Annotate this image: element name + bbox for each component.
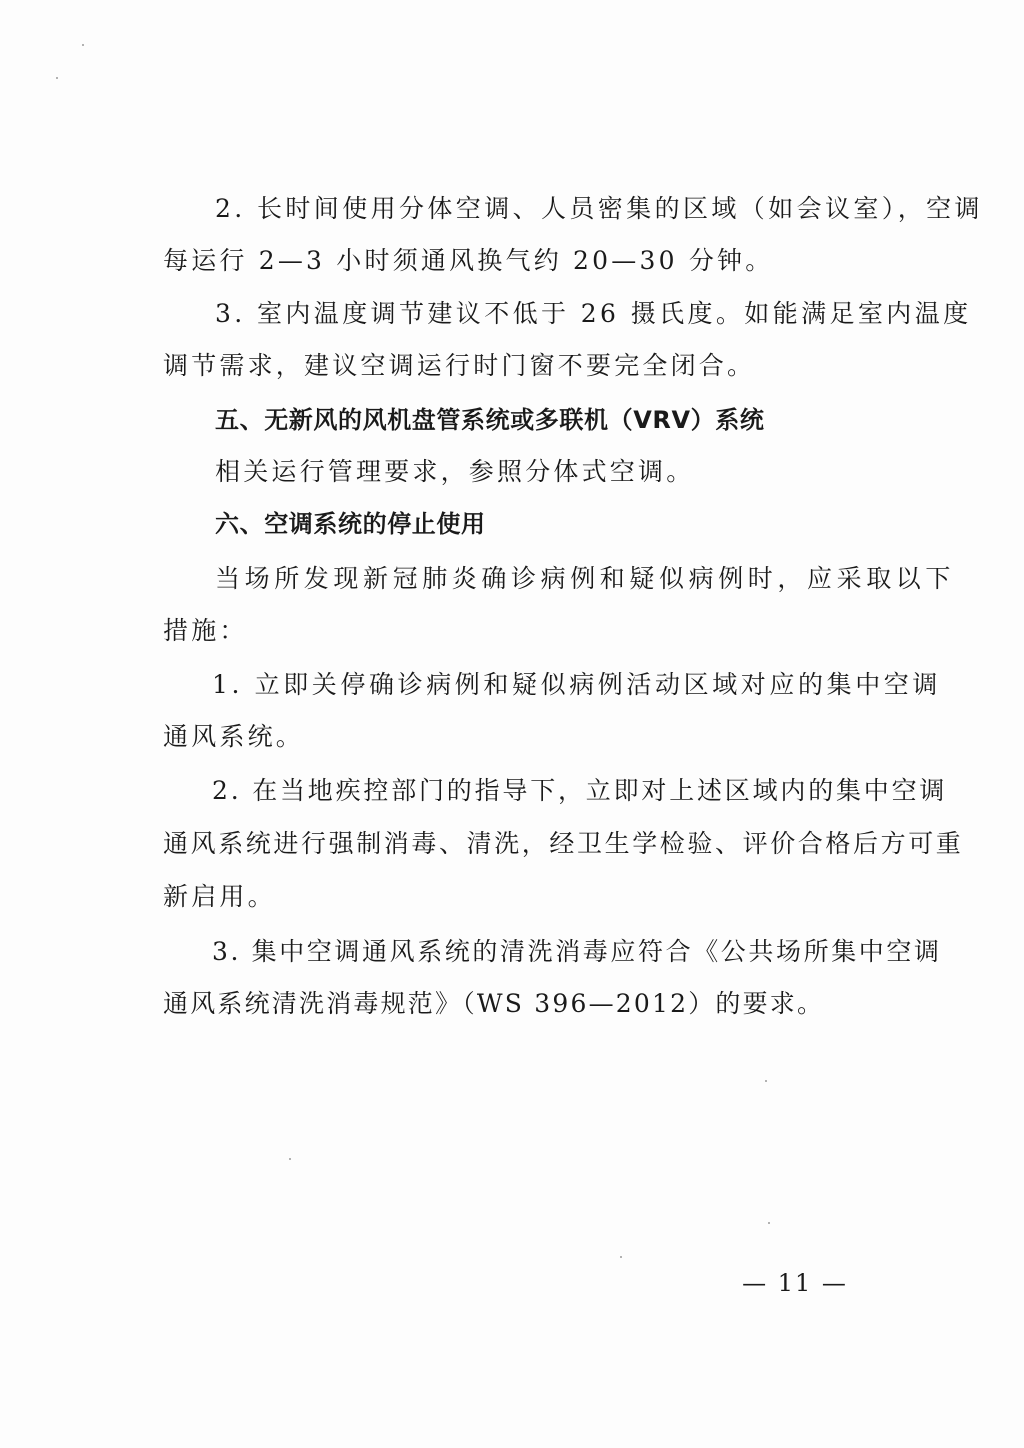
paragraph-line: 3. 集中空调通风系统的清洗消毒应符合《公共场所集中空调 [212, 937, 942, 966]
scan-speck [765, 1080, 767, 1082]
section-heading: 六、空调系统的停止使用 [215, 510, 486, 538]
paragraph-line: 3. 室内温度调节建议不低于 26 摄氏度。如能满足室内温度 [215, 299, 972, 328]
paragraph-line: 新启用。 [163, 882, 276, 911]
scan-speck [289, 1158, 291, 1160]
paragraph-line: 通风系统进行强制消毒、清洗，经卫生学检验、评价合格后方可重 [163, 829, 964, 858]
scan-speck [768, 1222, 770, 1224]
scan-speck [82, 44, 84, 46]
paragraph-line: 2. 长时间使用分体空调、人员密集的区域（如会议室），空调 [215, 194, 983, 223]
paragraph-line: 通风系统清洗消毒规范》（WS 396—2012）的要求。 [163, 989, 825, 1018]
scan-speck [620, 1256, 622, 1258]
scan-speck [56, 77, 58, 79]
paragraph-line: 当场所发现新冠肺炎确诊病例和疑似病例时，应采取以下 [215, 564, 956, 593]
paragraph-line: 措施： [163, 616, 248, 645]
paragraph-line: 每运行 2—3 小时须通风换气约 20—30 分钟。 [163, 246, 774, 275]
paragraph-line: 2. 在当地疾控部门的指导下，立即对上述区域内的集中空调 [212, 776, 948, 805]
paragraph-line: 通风系统。 [163, 722, 305, 751]
paragraph-line: 调节需求，建议空调运行时门窗不要完全闭合。 [163, 351, 756, 380]
page-number: — 11 — [742, 1269, 848, 1297]
paragraph-line: 1. 立即关停确诊病例和疑似病例活动区域对应的集中空调 [212, 670, 942, 699]
paragraph-line: 相关运行管理要求，参照分体式空调。 [215, 457, 695, 486]
section-heading: 五、无新风的风机盘管系统或多联机（VRV）系统 [215, 406, 765, 434]
